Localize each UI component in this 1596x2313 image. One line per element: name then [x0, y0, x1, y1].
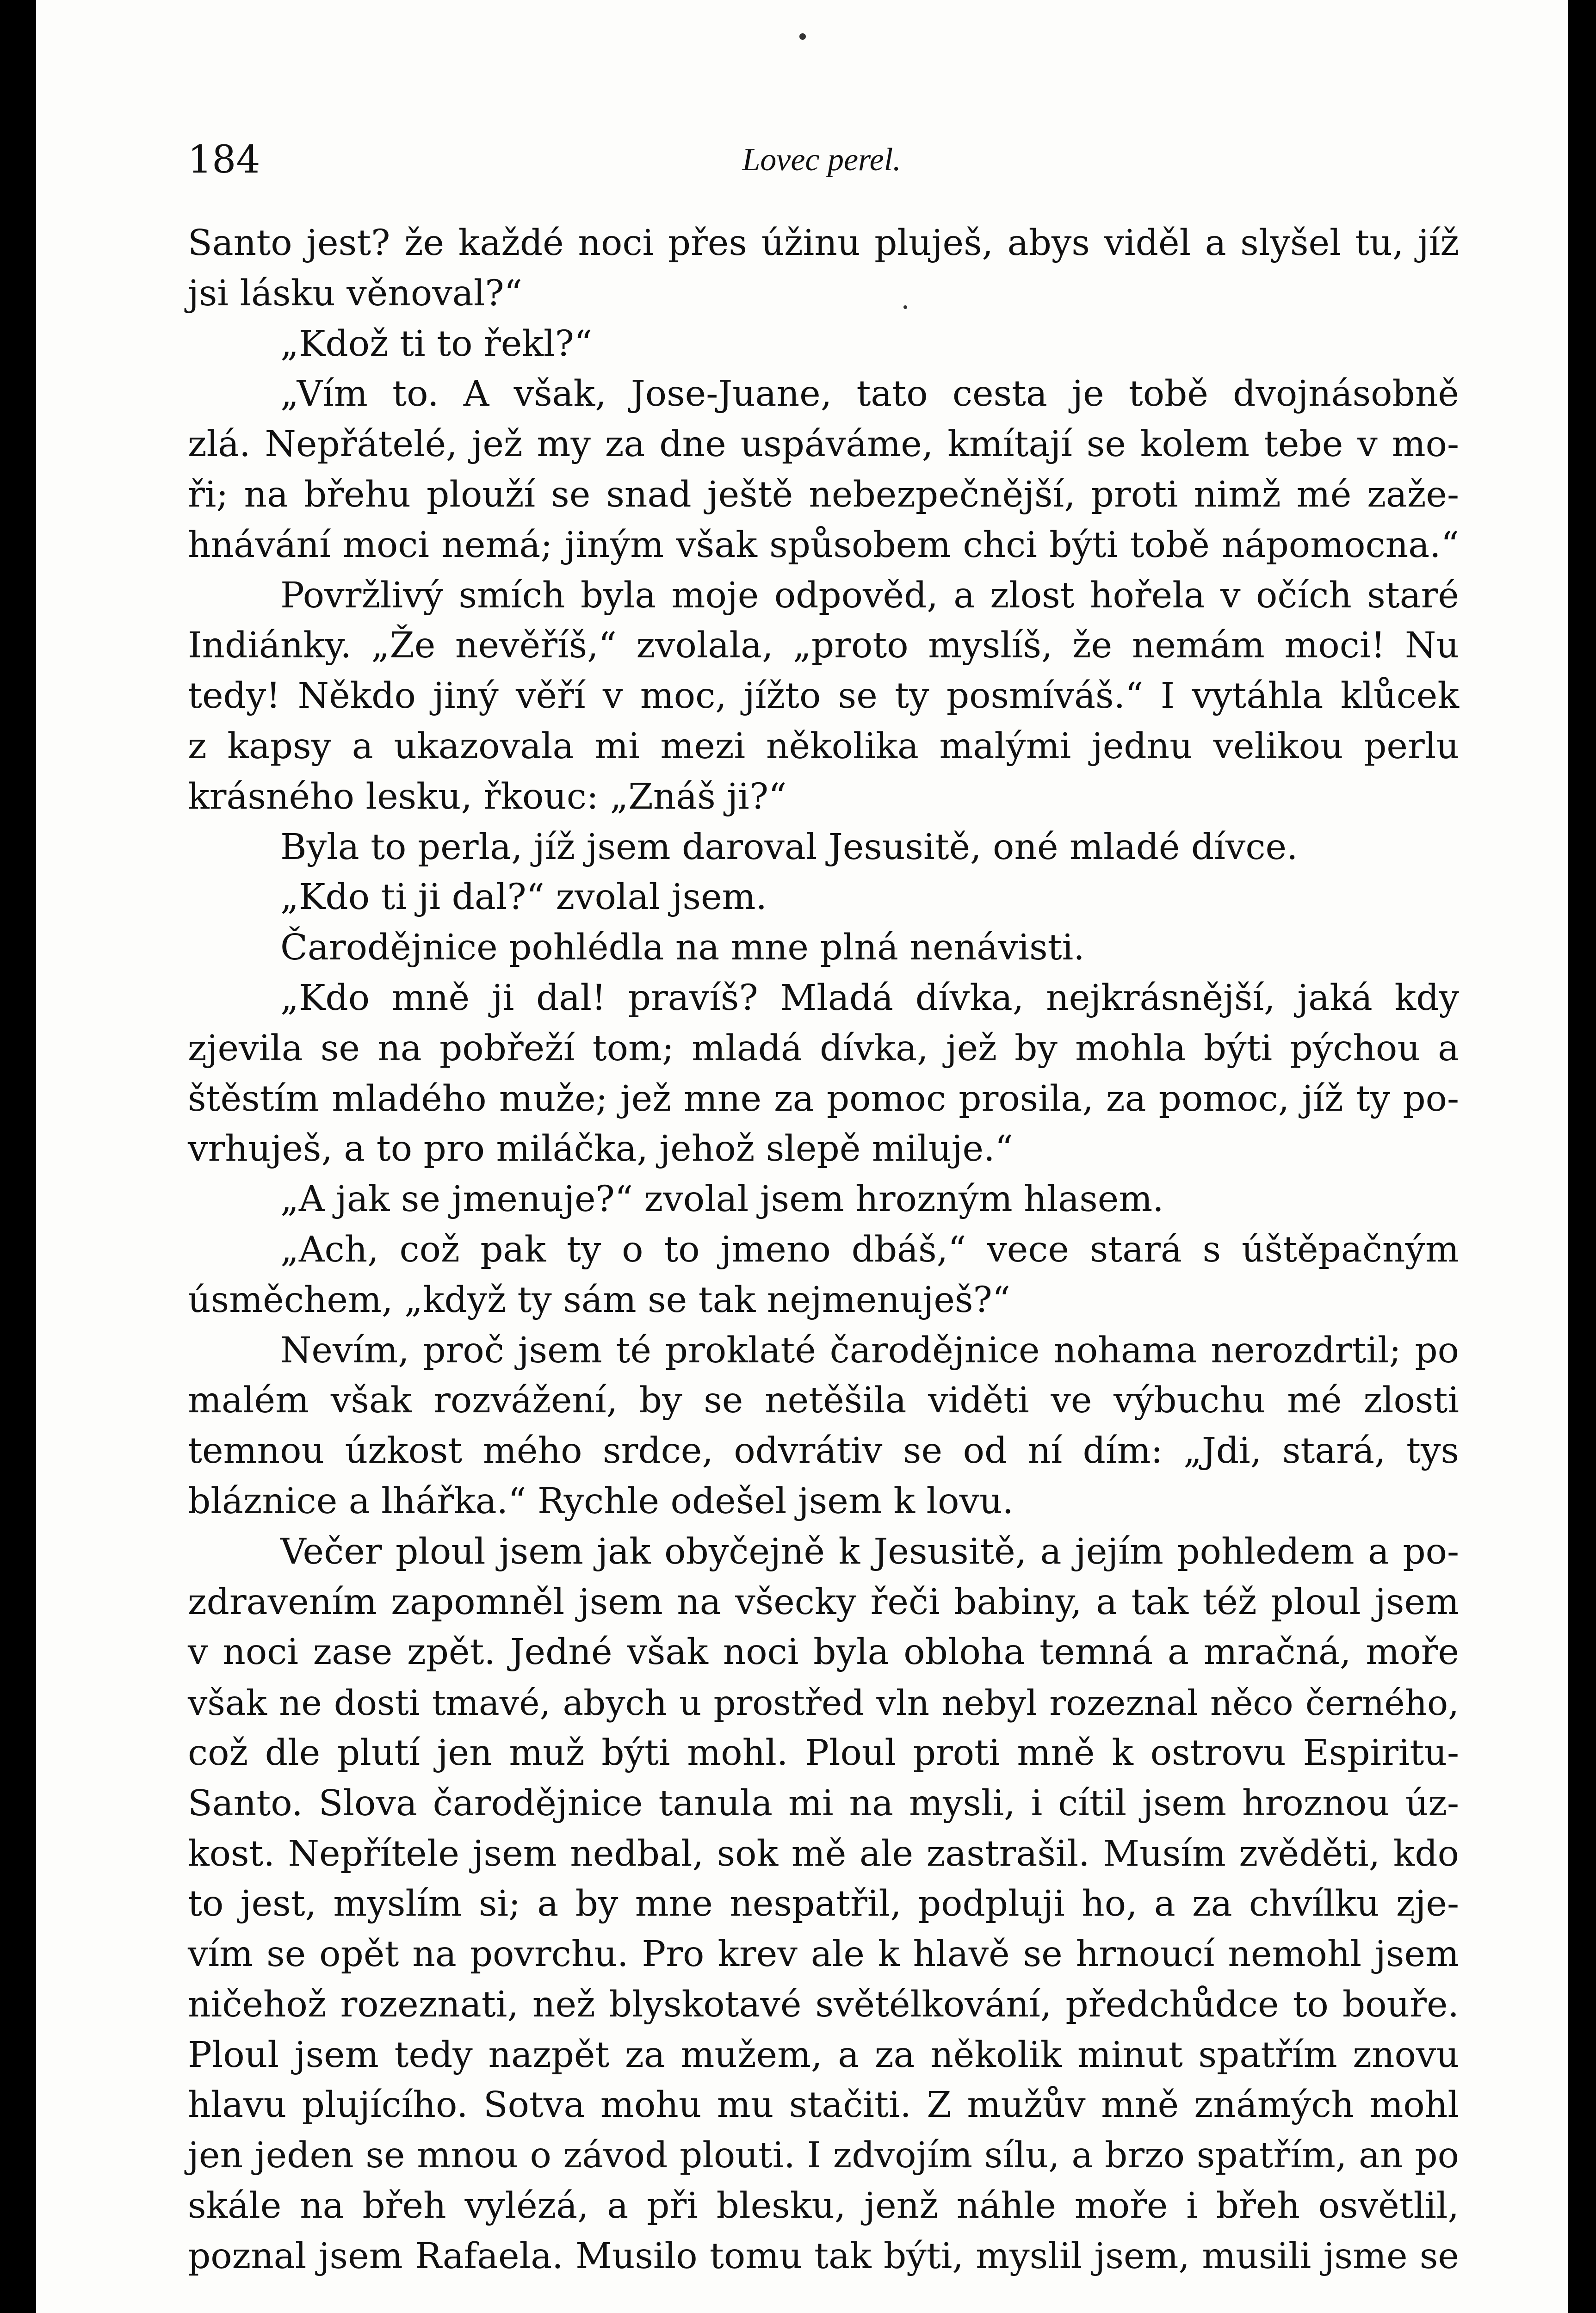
text-line: Povržlivý smích byla moje odpověd, a zlost hořela v očích staré	[280, 575, 1459, 616]
text-line: Nevím, proč jsem té proklaté čarodějnice nohama nerozdrtil; po	[280, 1330, 1459, 1371]
text-line: zlá. Nepřátelé, jež my za dne uspáváme, kmítají se kolem tebe v mo-	[188, 424, 1459, 465]
page-header	[188, 132, 1455, 188]
text-line: ničehož rozeznati, než blyskotavé světélkování, předchůdce to bouře.	[188, 1984, 1459, 2025]
text-line: skále na břeh vylézá, a při blesku, jenž náhle moře i břeh osvětlil,	[188, 2185, 1459, 2227]
text-line: malém však rozvážení, by se netěšila viděti ve výbuchu mé zlosti	[188, 1380, 1459, 1422]
text-line: úsměchem, „když ty sám se tak nejmenuješ?“	[188, 1279, 1011, 1321]
text-line: bláznice a lhářka.“ Rychle odešel jsem k lovu.	[188, 1480, 1014, 1522]
text-line: krásného lesku, řkouc: „Znáš ji?“	[188, 776, 787, 817]
text-line: Byla to perla, jíž jsem daroval Jesusitě, oné mladé dívce.	[280, 826, 1298, 868]
text-line: zjevila se na pobřeží tom; mladá dívka, jež by mohla býti pýchou a	[188, 1027, 1459, 1069]
text-line: Ploul jsem tedy nazpět za mužem, a za několik minut spatřím znovu	[188, 2034, 1459, 2076]
text-line: Čarodějnice pohlédla na mne plná nenávisti.	[280, 927, 1085, 969]
text-line: „Kdož ti to řekl?“	[280, 323, 593, 365]
ink-speck	[799, 33, 806, 40]
text-line: Santo jest? že každé noci přes úžinu pluješ, abys viděl a slyšel tu, jíž	[188, 223, 1459, 264]
body-text	[188, 218, 1459, 2282]
book-page	[36, 0, 1568, 2313]
text-line: vrhuješ, a to pro miláčka, jehož slepě miluje.“	[188, 1128, 1013, 1170]
text-line: v noci zase zpět. Jedné však noci byla obloha temná a mračná, moře	[188, 1632, 1459, 1673]
text-line: temnou úzkost mého srdce, odvrátiv se od ní dím: „Jdi, stará, tys	[188, 1430, 1459, 1472]
text-line: tedy! Někdo jiný věří v moc, jížto se ty posmíváš.“ I vytáhla klůcek	[188, 675, 1459, 717]
text-line: „Kdo ti ji dal?“ zvolal jsem.	[280, 877, 767, 918]
text-line: „Ach, což pak ty o to jmeno dbáš,“ vece stará s úštěpačným	[280, 1229, 1459, 1270]
page-number: 184	[188, 138, 260, 182]
text-line: Santo. Slova čarodějnice tanula mi na mysli, i cítil jsem hroznou úz-	[188, 1782, 1459, 1824]
text-line: to jest, myslím si; a by mne nespatřil, podpluji ho, a za chvílku zje-	[188, 1883, 1459, 1925]
text-line: kost. Nepřítele jsem nedbal, sok mě ale zastrašil. Musím zvěděti, kdo	[188, 1833, 1459, 1874]
text-line: „Vím to. A však, Jose-Juane, tato cesta je tobě dvojnásobně	[280, 373, 1459, 415]
text-line: zdravením zapomněl jsem na všecky řeči babiny, a tak též ploul jsem	[188, 1581, 1459, 1623]
text-line: štěstím mladého muže; jež mne za pomoc prosila, za pomoc, jíž ty po-	[188, 1078, 1459, 1119]
text-line: však ne dosti tmavé, abych u prostřed vln nebyl rozeznal něco černého,	[188, 1682, 1459, 1724]
text-line: jsi lásku věnoval?“	[188, 272, 522, 314]
text-line: hnávání moci nemá; jiným však spůsobem chci býti tobě nápomocna.“	[188, 524, 1459, 566]
text-line: hlavu plujícího. Sotva mohu mu stačiti. Z mužův mně známých mohl	[188, 2084, 1459, 2126]
text-line: ři; na břehu plouží se snad ještě nebezpečnější, proti nimž mé zaže-	[188, 474, 1459, 515]
text-line: což dle plutí jen muž býti mohl. Ploul proti mně k ostrovu Espiritu-	[188, 1732, 1459, 1774]
running-title: Lovec perel.	[742, 142, 901, 178]
text-line: vím se opět na povrchu. Pro krev ale k hlavě se hrnoucí nemohl jsem	[188, 1934, 1459, 1975]
text-line: Večer ploul jsem jak obyčejně k Jesusitě, a jejím pohledem a po-	[280, 1531, 1459, 1572]
text-line: jen jeden se mnou o závod plouti. I zdvojím sílu, a brzo spatřím, an po	[188, 2135, 1459, 2177]
text-line: „Kdo mně ji dal! pravíš? Mladá dívka, nejkrásnější, jaká kdy	[280, 977, 1459, 1019]
text-line: Indiánky. „Že nevěříš,“ zvolala, „proto myslíš, že nemám moci! Nu	[188, 625, 1459, 667]
text-line: z kapsy a ukazovala mi mezi několika malými jednu velikou perlu	[188, 725, 1459, 767]
text-line: „A jak se jmenuje?“ zvolal jsem hrozným hlasem.	[280, 1179, 1164, 1220]
text-line: poznal jsem Rafaela. Musilo tomu tak býti, myslil jsem, musili jsme se	[188, 2235, 1459, 2277]
